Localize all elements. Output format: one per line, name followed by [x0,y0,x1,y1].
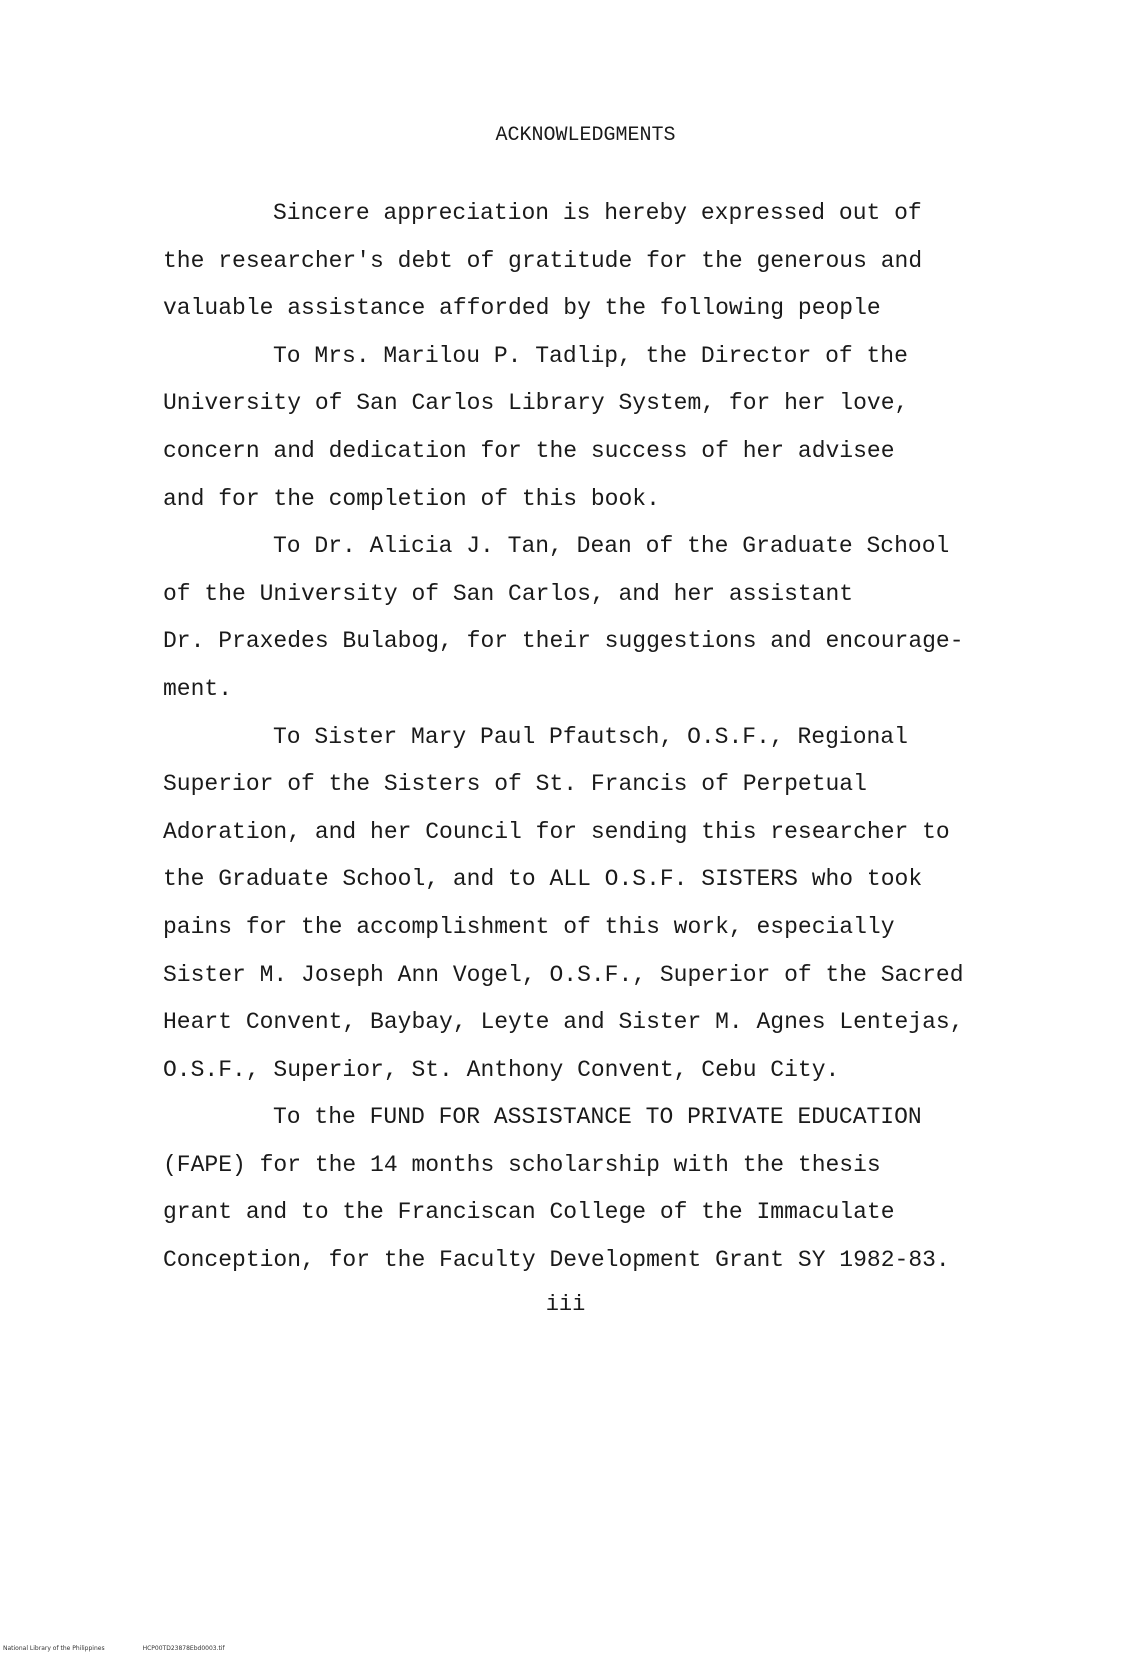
text-line: To the FUND FOR ASSISTANCE TO PRIVATE EDUCATION [273,1104,922,1131]
footer-file-id: HCP00TD23878Ebd0003.tif [142,1645,225,1652]
text-line: grant and to the Franciscan College of the Immaculate [163,1199,895,1226]
text-line: the researcher's debt of gratitude for the generous and [163,247,923,274]
text-line: Superior of the Sisters of St. Francis of Perpetual [163,771,867,798]
text-line: valuable assistance afforded by the following people [163,295,881,322]
text-line: University of San Carlos Library System, for her love, [163,390,909,417]
text-line: To Sister Mary Paul Pfautsch, O.S.F., Regional [273,723,908,750]
text-line: Dr. Praxedes Bulabog, for their suggestions and encourage- [163,628,964,655]
acknowledgments-body [163,190,1023,1285]
text-line: the Graduate School, and to ALL O.S.F. SISTERS who took [163,866,923,893]
page-number: iii [545,1292,586,1317]
text-line: Sincere appreciation is hereby expressed out of [273,200,922,226]
page-title: ACKNOWLEDGMENTS [495,124,676,147]
text-line: Heart Convent, Baybay, Leyte and Sister M. Agnes Lentejas, [163,1009,964,1036]
text-line: of the University of San Carlos, and her assistant [163,580,854,607]
footer-library: National Library of the Philippines [3,1645,105,1652]
text-line: (FAPE) for the 14 months scholarship with the thesis [163,1151,881,1178]
text-line: pains for the accomplishment of this work, especially [163,913,895,940]
text-line: concern and dedication for the success of her advisee [163,437,895,464]
text-line: To Dr. Alicia J. Tan, Dean of the Graduate School [273,533,950,560]
text-line: Conception, for the Faculty Development Grant SY 1982-83. [163,1247,950,1274]
scan-footer [3,1645,263,1652]
text-line: O.S.F., Superior, St. Anthony Convent, Cebu City. [163,1056,840,1083]
text-line: and for the completion of this book. [163,485,660,512]
text-line: To Mrs. Marilou P. Tadlip, the Director of the [273,342,908,369]
text-line: Sister M. Joseph Ann Vogel, O.S.F., Superior of the Sacred [163,961,964,988]
text-line: Adoration, and her Council for sending this researcher to [163,818,950,845]
text-line: ment. [163,675,233,702]
